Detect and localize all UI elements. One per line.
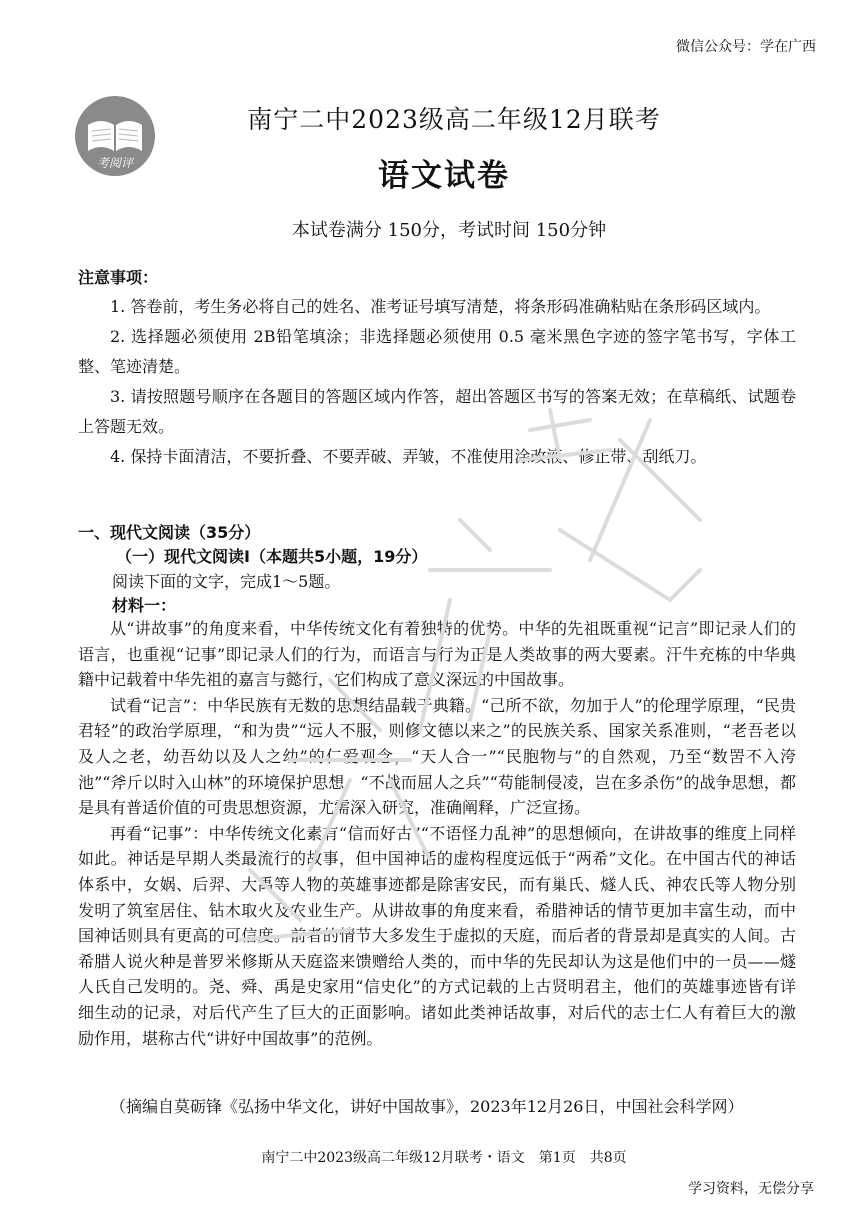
notice-item: 1. 答卷前，考生务必将自己的姓名、准考证号填写清楚，将条形码准确粘贴在条形码区域内。 — [110, 297, 771, 316]
notice-item: 3. 请按照题号顺序在各题目的答题区域内作答，超出答题区书写的答案无效；在草稿纸、试题卷上答题无效。 — [78, 387, 796, 436]
passage-paragraph: 从“讲故事”的角度来看，中华传统文化有着独特的优势。中华的先祖既重视“记言”即记录人们的语言，也重视“记事”即记录人们的行为，而语言与行为正是人类故事的两大要素。汗牛充栋的中华典籍中记载着中华先祖的嘉言与懿行，它们构成了意义深远的中国故事。 — [78, 619, 796, 690]
header-note: 微信公众号：学在广西 — [676, 39, 816, 55]
logo-text: 考阅评 — [96, 156, 134, 170]
notice-heading: 注意事项： — [78, 268, 159, 287]
notice-item: 4. 保持卡面清洁，不要折叠、不要弄破、弄皱，不准使用涂改液、修正带、刮纸刀。 — [110, 447, 707, 466]
subsection-heading: （一）现代文阅读Ⅰ（本题共5小题，19分） — [116, 547, 428, 566]
passage-paragraph: 试看“记言”：中华民族有无数的思想结晶载于典籍。“己所不欲，勿加于人”的伦理学原理，“民贵君轻”的政治学原理，“和为贵”“远人不服，则修文德以来之”的民族关系、国家关系准则，“老吾老以及人之老，幼吾幼以及人之幼”的仁爱观念，“天人合一”“民胞物与”的自然观，乃至“数罟不入洿池”“斧斤以时入山林”的环境保护思想，“不战而屈人之兵”“苟能制侵凌，岂在多杀伤”的战争思想，都是具有普适价值的可贵思想资源，尤需深入研究，准确阐释，广泛宣扬。 — [78, 695, 796, 818]
exam-info: 本试卷满分 150分，考试时间 150分钟 — [291, 220, 607, 241]
reading-instruction: 阅读下面的文字，完成1～5题。 — [112, 572, 341, 591]
subject-title: 语文试卷 — [378, 158, 510, 194]
reading-passage — [78, 616, 796, 1051]
exam-title: 南宁二中2023级高二年级12月联考 — [247, 105, 661, 134]
passage-paragraph: 再看“记事”：中华传统文化素有“信而好古”“不语怪力乱神”的思想倾向，在讲故事的维度上同样如此。神话是早期人类最流行的故事，但中国神话的虚构程度远低于“两希”文化。在中国古代的神话体系中，女娲、后羿、大禹等人物的英雄事迹都是除害安民，而有巢氏、燧人氏、神农氏等人物分别发明了筑室居住、钻木取火及农业生产。从讲故事的角度来看，希腊神话的情节更加丰富生动，而中国神话则具有更高的可信度。前者的情节大多发生于虚拟的天庭，而后者的背景却是真实的人间。古希腊人说火种是普罗米修斯从天庭盗来馈赠给人类的，而中华的先民却认为这是他们中的一员——燧人氏自己发明的。尧、舜、禹是史家用“信史化”的方式记载的上古贤明君主，他们的英雄事迹皆有详细生动的记录，对后代产生了巨大的正面影响。诸如此类神话故事，对后代的志士仁人有着巨大的激励作用，堪称古代“讲好中国故事”的范例。 — [78, 823, 796, 1048]
material-label: 材料一： — [112, 596, 177, 615]
citation: （摘编自莫砺锋《弘扬中华文化，讲好中国故事》，2023年12月26日，中国社会科学网） — [110, 1097, 744, 1116]
notice-item: 2. 选择题必须使用 2B铅笔填涂；非选择题必须使用 0.5 毫米黑色字迹的签字笔书写，字体工整、笔迹清楚。 — [78, 327, 796, 376]
bottom-note: 学习资料，无偿分享 — [688, 1181, 814, 1197]
notice-list — [78, 292, 796, 472]
page-footer: 南宁二中2023级高二年级12月联考・语文 第1页 共8页 — [261, 1150, 627, 1166]
section-heading: 一、现代文阅读（35分） — [78, 523, 261, 542]
